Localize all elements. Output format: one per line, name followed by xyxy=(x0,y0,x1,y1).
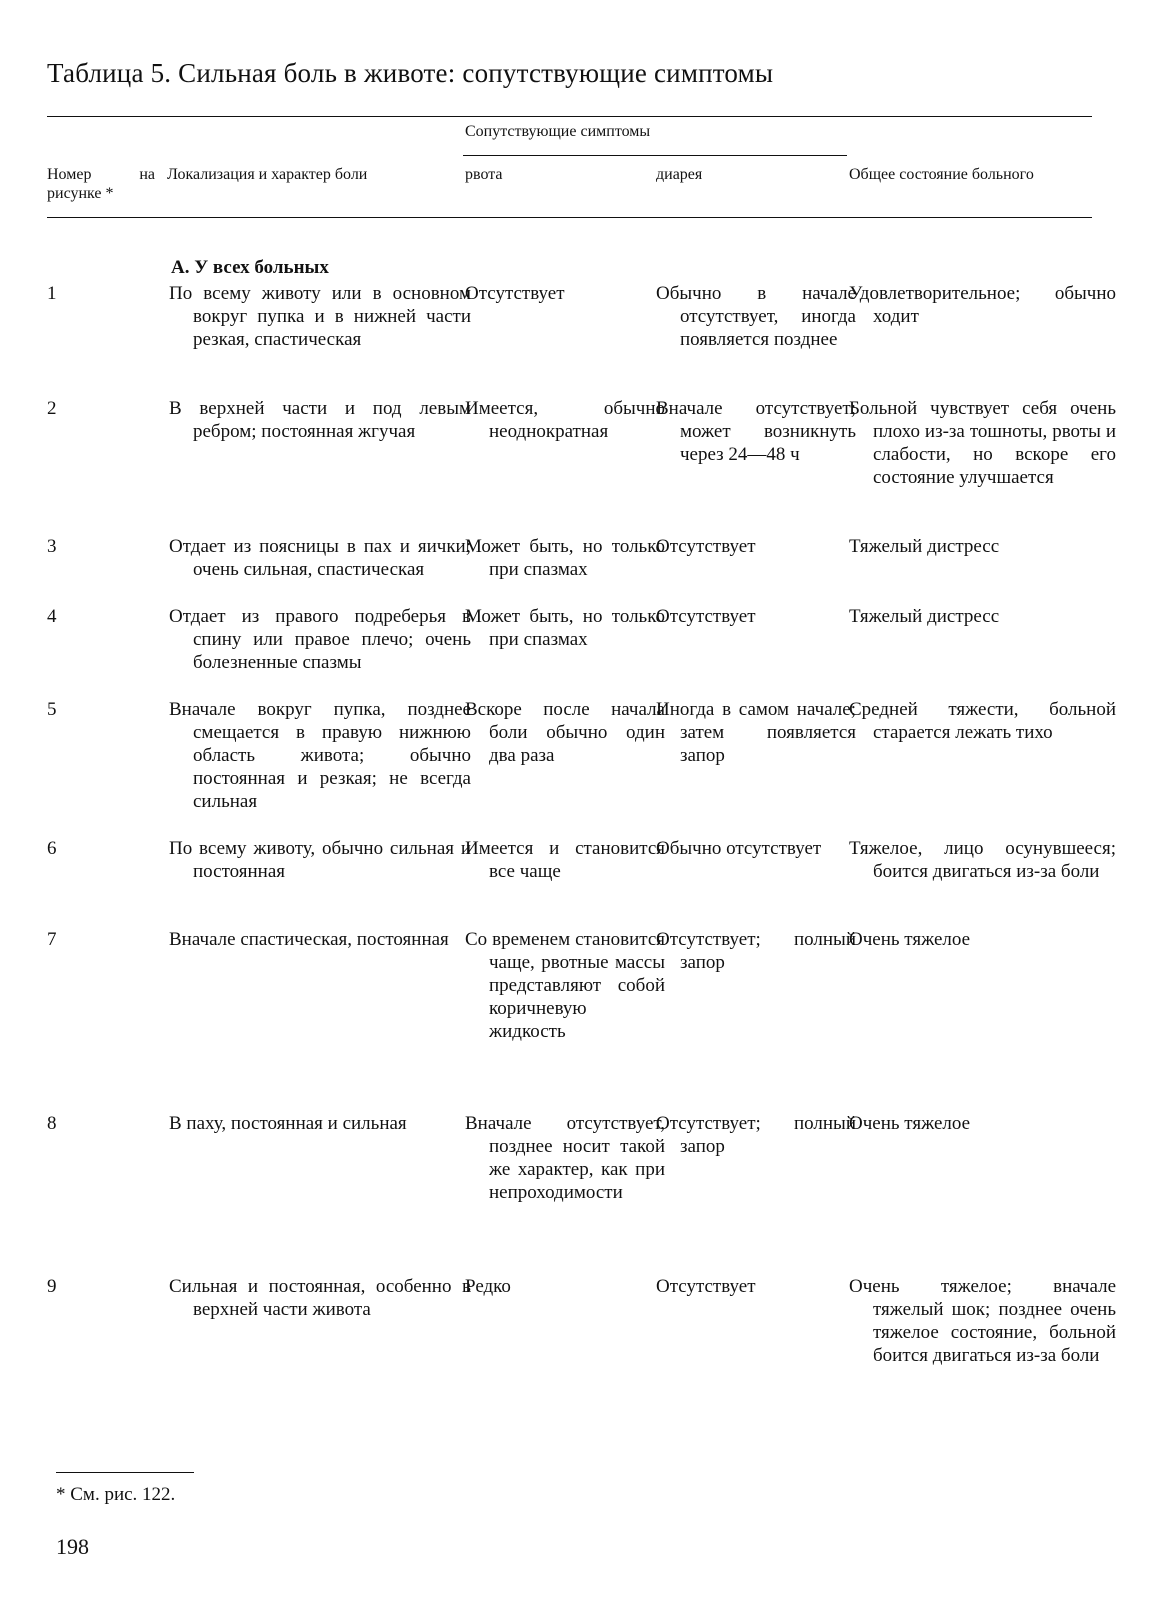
header-col-number: Номер на рисунке * xyxy=(47,166,155,202)
footnote: * См. рис. 122. xyxy=(56,1484,176,1505)
vomiting-cell: Имеется, обычно неоднократная xyxy=(465,398,665,442)
general-state-cell: Удовлетворительное; обычно ходит xyxy=(849,283,1116,327)
header-group-rule xyxy=(463,155,847,156)
row-number: 4 xyxy=(47,606,57,627)
diarrhea-cell: Отсутствует xyxy=(656,536,756,557)
vomiting-cell: Редко xyxy=(465,1276,511,1297)
pain-location-cell: Вначале вокруг пупка, позднее смещается в правую нижнюю область живота; обычно постоянная и резкая; не всегда сильная xyxy=(169,699,471,812)
general-state-cell: Средней тяжести, больной старается лежать тихо xyxy=(849,699,1116,743)
pain-location-cell: Отдает из поясницы в пах и яички; очень сильная, спастическая xyxy=(169,536,471,580)
vomiting-cell: Со временем становится чаще, рвотные массы представляют собой коричневую жидкость xyxy=(465,929,665,1042)
page-number: 198 xyxy=(56,1534,89,1559)
header-group-label: Сопутствующие симптомы xyxy=(465,123,651,140)
table-title: Таблица 5. Сильная боль в животе: сопутствующие симптомы xyxy=(47,58,774,88)
row-number: 3 xyxy=(47,536,57,557)
diarrhea-cell: Отсутствует; полный запор xyxy=(656,929,856,973)
header-bottom-rule xyxy=(47,217,1092,218)
vomiting-cell: Может быть, но только при спазмах xyxy=(465,536,665,580)
row-number: 1 xyxy=(47,283,57,304)
diarrhea-cell: Отсутствует; полный запор xyxy=(656,1113,856,1157)
general-state-cell: Очень тяжелое xyxy=(849,929,971,950)
header-col-general-state: Общее состояние больного xyxy=(849,166,1034,183)
pain-location-cell: Сильная и постоянная, особенно в верхней части живота xyxy=(169,1276,471,1320)
general-state-cell: Тяжелый дистресс xyxy=(849,536,1000,557)
section-heading: А. У всех больных xyxy=(171,257,329,278)
diarrhea-cell: Обычно в начале отсутствует, иногда появляется позднее xyxy=(656,283,856,350)
diarrhea-cell: Отсутствует xyxy=(656,1276,756,1297)
row-number: 2 xyxy=(47,398,57,419)
pain-location-cell: В верхней части и под левым ребром; постоянная жгучая xyxy=(169,398,471,442)
vomiting-cell: Может быть, но только при спазмах xyxy=(465,606,665,650)
diarrhea-cell: Обычно отсутствует xyxy=(656,838,822,859)
diarrhea-cell: Вначале отсутствует; может возникнуть через 24—48 ч xyxy=(656,398,856,465)
diarrhea-cell: Иногда в самом начале; затем появляется запор xyxy=(656,699,856,766)
general-state-cell: Больной чувствует себя очень плохо из-за тошноты, рвоты и слабости, но вскоре его состояние улучшается xyxy=(849,398,1116,488)
pain-location-cell: В паху, постоянная и сильная xyxy=(169,1113,407,1134)
row-number: 8 xyxy=(47,1113,57,1134)
general-state-cell: Тяжелый дистресс xyxy=(849,606,1000,627)
general-state-cell: Тяжелое, лицо осунувшееся; боится двигаться из-за боли xyxy=(849,838,1116,882)
pain-location-cell: По всему животу, обычно сильная и постоянная xyxy=(169,838,471,882)
row-number: 9 xyxy=(47,1276,57,1297)
header-col-diarrhea: диарея xyxy=(656,166,703,183)
vomiting-cell: Вначале отсутствует, позднее носит такой же характер, как при непроходимости xyxy=(465,1113,665,1203)
row-number: 5 xyxy=(47,699,57,720)
vomiting-cell: Вскоре после начала боли обычно один два раза xyxy=(465,699,665,766)
table-top-rule xyxy=(47,116,1092,117)
general-state-cell: Очень тяжелое xyxy=(849,1113,971,1134)
pain-location-cell: По всему животу или в основном вокруг пупка и в нижней части резкая, спастическая xyxy=(169,283,471,350)
diarrhea-cell: Отсутствует xyxy=(656,606,756,627)
footnote-rule xyxy=(56,1472,194,1473)
row-number: 6 xyxy=(47,838,57,859)
pain-location-cell: Вначале спастическая, постоянная xyxy=(169,929,449,950)
row-number: 7 xyxy=(47,929,57,950)
pain-location-cell: Отдает из правого подреберья в спину или правое плечо; очень болезненные спазмы xyxy=(169,606,471,673)
vomiting-cell: Имеется и становится все чаще xyxy=(465,838,665,882)
general-state-cell: Очень тяжелое; вначале тяжелый шок; позднее очень тяжелое состояние, больной боится двигаться из-за боли xyxy=(849,1276,1116,1366)
header-col-location: Локализация и характер боли xyxy=(167,166,368,183)
vomiting-cell: Отсутствует xyxy=(465,283,565,304)
header-col-vomiting: рвота xyxy=(465,166,503,183)
